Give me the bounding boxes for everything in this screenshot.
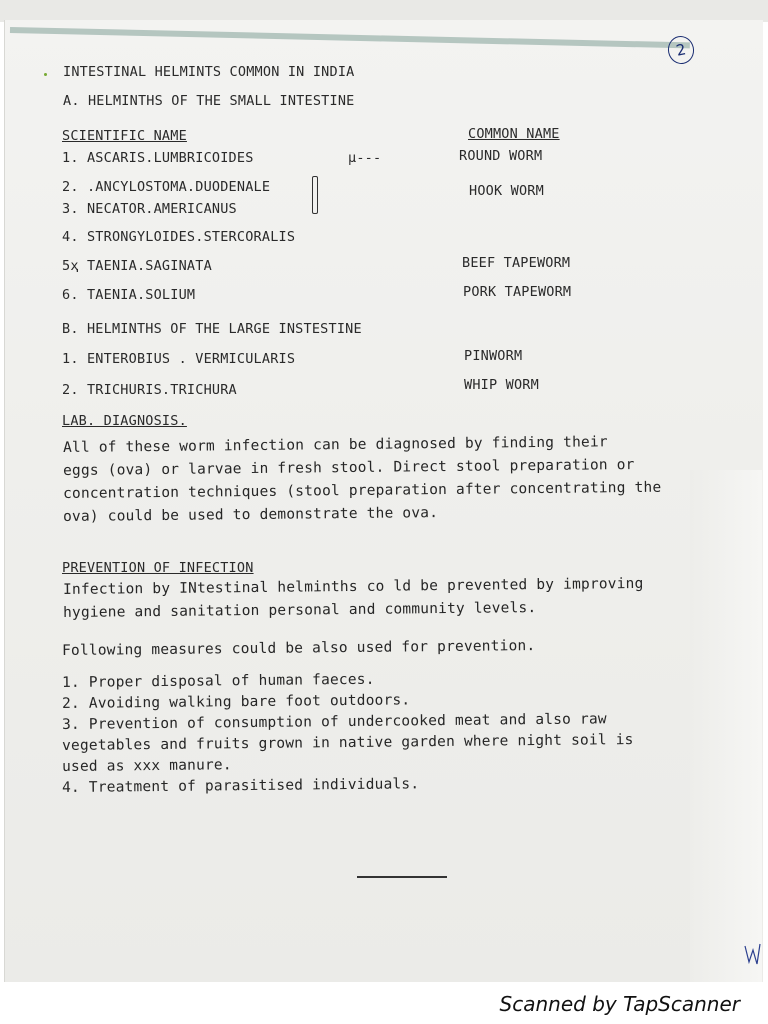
measure-line: 2. Avoiding walking bare foot outdoors. xyxy=(62,692,411,712)
prevention-paragraph xyxy=(63,575,644,621)
prevention-heading: PREVENTION OF INFECTION xyxy=(62,560,254,576)
lab-line: eggs (ova) or larvae in fresh stool. Direct stool preparation or xyxy=(63,457,635,479)
large-item-sci: 2. TRICHURIS.TRICHURA xyxy=(62,382,237,398)
large-item-sci: 1. ENTEROBIUS . VERMICULARIS xyxy=(62,351,296,367)
small-item-sci: 1. ASCARIS.LUMBRICOIDES xyxy=(62,150,254,166)
measure-line: vegetables and fruits grown in native garden where night soil is xyxy=(62,732,634,754)
lab-line: All of these worm infection can be diagnosed by finding their xyxy=(63,434,608,456)
pen-scribble xyxy=(742,940,762,968)
small-item-common: ROUND WORM xyxy=(459,148,543,164)
lab-line: ova) could be used to demonstrate the ova. xyxy=(63,505,439,525)
small-item-common: HOOK WORM xyxy=(469,183,544,199)
small-item-common: PORK TAPEWORM xyxy=(463,284,572,300)
large-item-common: PINWORM xyxy=(464,348,523,364)
small-item-sci: 5ҳ TAENIA.SAGINATA xyxy=(62,258,212,274)
measures-list xyxy=(62,671,634,796)
small-item-sci: 4. STRONGYLOIDES.STERCORALIS xyxy=(62,229,296,245)
scanner-footer xyxy=(0,982,768,1024)
measure-line: used as xxx manure. xyxy=(62,757,232,775)
measure-line: 4. Treatment of parasitised individuals. xyxy=(62,776,420,796)
lab-diagnosis-heading: LAB. DIAGNOSIS. xyxy=(62,413,187,429)
small-item-sci: 2. .ANCYLOSTOMA.DUODENALE xyxy=(62,179,271,195)
ink-dot xyxy=(44,73,47,76)
prevention-line: Infection by INtestinal helminths co ld be prevented by improving xyxy=(63,575,644,598)
small-item-sci: 6. TAENIA.SOLIUM xyxy=(62,287,196,303)
lab-paragraph xyxy=(63,434,662,525)
page-number: 2 xyxy=(665,34,696,67)
scientific-name-header: SCIENTIFIC NAME xyxy=(62,128,187,144)
section-a-heading: A. HELMINTHS OF THE SMALL INTESTINE xyxy=(63,93,355,109)
section-b-heading: B. HELMINTHS OF THE LARGE INSTESTINE xyxy=(62,321,362,337)
scanner-watermark: Scanned by TapScanner xyxy=(499,992,740,1016)
end-rule xyxy=(357,876,447,878)
paper-fold xyxy=(690,470,762,990)
common-name-header: COMMON NAME xyxy=(468,126,560,142)
small-item-common: BEEF TAPEWORM xyxy=(462,255,571,271)
measure-line: 1. Proper disposal of human faeces. xyxy=(62,671,375,691)
annotation-mark: µ--- xyxy=(348,150,382,166)
measure-line: 3. Prevention of consumption of undercooked meat and also raw xyxy=(62,711,607,733)
measures-intro: Following measures could be also used for prevention. xyxy=(62,638,536,659)
small-item-sci: 3. NECATOR.AMERICANUS xyxy=(62,201,237,217)
large-item-common: WHIP WORM xyxy=(464,377,539,393)
document-heading: INTESTINAL HELMINTS COMMON IN INDIA xyxy=(63,64,355,80)
lab-line: concentration techniques (stool preparation after concentrating the xyxy=(63,479,662,502)
prevention-line: hygiene and sanitation personal and community levels. xyxy=(63,600,537,621)
bracket-mark xyxy=(312,176,318,214)
scan-background xyxy=(0,0,768,22)
